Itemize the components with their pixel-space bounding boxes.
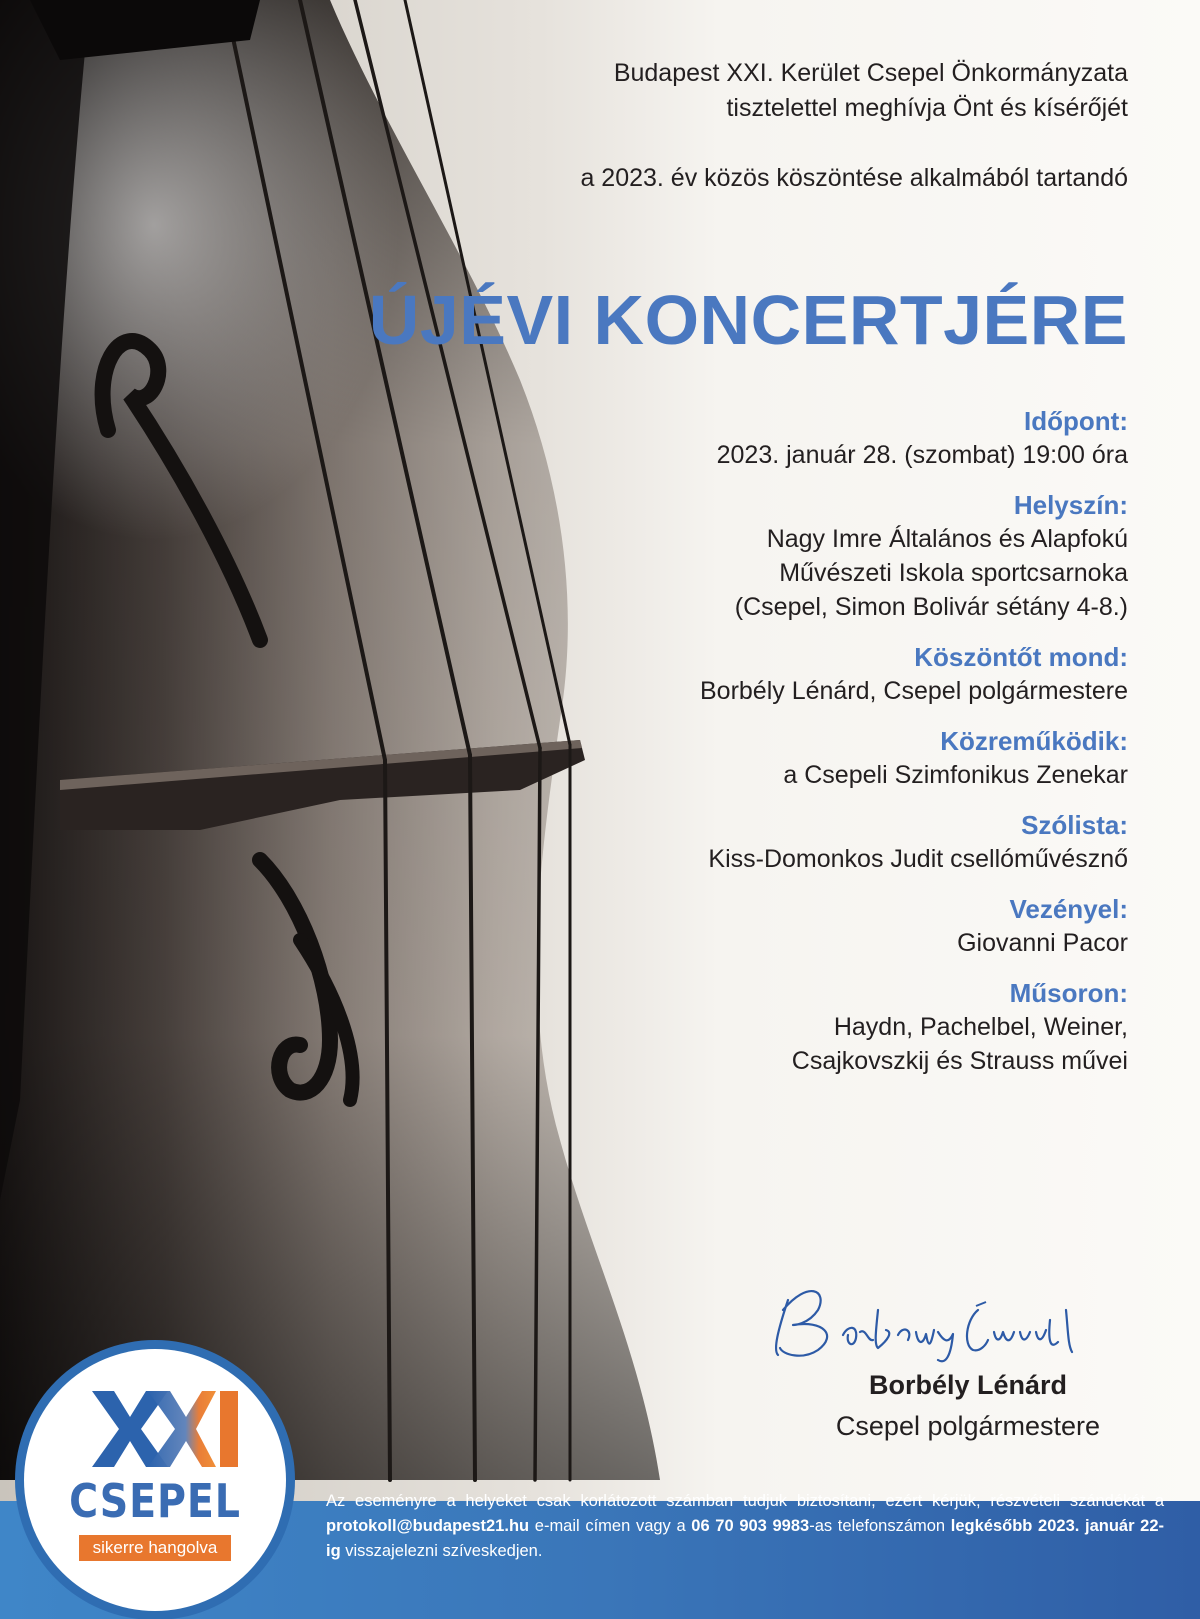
- detail-label: Köszöntőt mond:: [914, 642, 1128, 672]
- detail-label: Szólista:: [1021, 810, 1128, 840]
- concert-title: ÚJÉVI KONCERTJÉRE: [368, 281, 1128, 359]
- detail-label: Helyszín:: [1013, 490, 1128, 520]
- csepel-logo: [15, 1340, 295, 1619]
- handwritten-signature: [748, 1270, 1128, 1370]
- contact-email[interactable]: protokoll@budapest21.hu: [326, 1517, 530, 1535]
- invitation-intro: [580, 56, 1128, 196]
- detail-value: Csajkovszkij és Strauss művei: [791, 1047, 1128, 1075]
- detail-block: [700, 404, 1128, 472]
- signer-block: [808, 1365, 1128, 1447]
- footer-text-4: visszajelezni szíveskedjen.: [340, 1542, 543, 1560]
- detail-value: Borbély Lénárd, Csepel polgármestere: [699, 677, 1128, 705]
- signer-role: Csepel polgármestere: [835, 1411, 1101, 1441]
- xxi-logo-mark: [92, 1391, 238, 1467]
- detail-label: Vezényel:: [1009, 894, 1128, 924]
- signer-name: Borbély Lénárd: [868, 1370, 1068, 1400]
- detail-value: a Csepeli Szimfonikus Zenekar: [783, 761, 1128, 789]
- intro-line-3: a 2023. év közös köszöntése alkalmából tartandó: [580, 164, 1128, 192]
- footer-text-1: Az eseményre a helyeket csak korlátozott számban tudjuk biztosítani, ezért kérjük, részvételi szándékát a: [326, 1492, 1164, 1510]
- event-details: [700, 404, 1128, 1094]
- rsvp-deadline: legkésőbb 2023. január 22-ig: [326, 1517, 1165, 1560]
- detail-value: (Csepel, Simon Bolivár sétány 4-8.): [734, 593, 1128, 621]
- detail-label: Közreműködik:: [940, 726, 1128, 756]
- detail-value: Kiss-Domonkos Judit csellóművésznő: [708, 845, 1128, 873]
- logo-tagline: sikerre hangolva: [79, 1535, 231, 1561]
- detail-value: Giovanni Pacor: [957, 929, 1128, 957]
- detail-block: [700, 976, 1128, 1078]
- detail-block: [700, 724, 1128, 792]
- detail-block: [700, 488, 1128, 624]
- detail-block: [700, 892, 1128, 960]
- contact-phone[interactable]: 06 70 903 9983: [691, 1517, 810, 1535]
- footer-text-3: -as telefonszámon: [809, 1517, 951, 1535]
- detail-label: Műsoron:: [1009, 978, 1128, 1008]
- intro-line-2: tisztelettel meghívja Önt és kísérőjét: [726, 94, 1128, 122]
- detail-value: Művészeti Iskola sportcsarnoka: [779, 559, 1128, 587]
- detail-block: [700, 808, 1128, 876]
- intro-line-1: Budapest XXI. Kerület Csepel Önkormányzata: [613, 59, 1128, 87]
- detail-value: Nagy Imre Általános és Alapfokú: [766, 525, 1128, 553]
- detail-value: 2023. január 28. (szombat) 19:00 óra: [716, 441, 1128, 469]
- footer-notice: [326, 1489, 1164, 1564]
- logo-inner-circle: [24, 1349, 286, 1611]
- footer-text-2: e-mail címen vagy a: [529, 1517, 692, 1535]
- logo-wordmark: CSEPEL: [69, 1474, 241, 1528]
- detail-label: Időpont:: [1024, 406, 1128, 436]
- detail-value: Haydn, Pachelbel, Weiner,: [833, 1013, 1128, 1041]
- detail-block: [700, 640, 1128, 708]
